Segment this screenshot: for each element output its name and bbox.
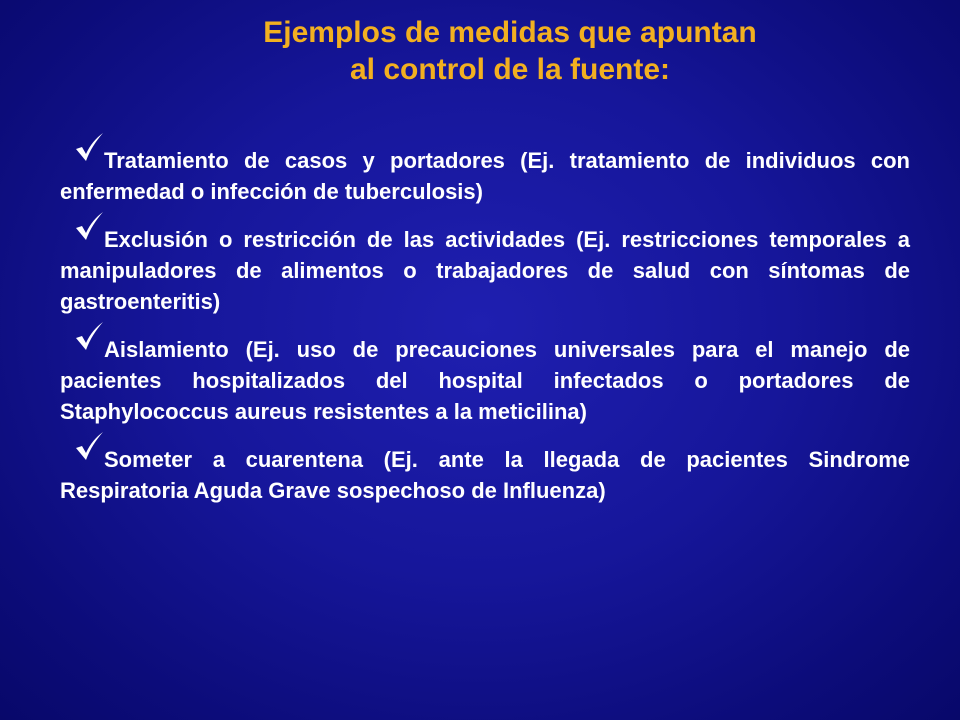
- checkmark-icon: [74, 439, 104, 461]
- bullet-text: Exclusión o restricción de las actividades (Ej. restricciones temporales a manipuladores de alimentos o trabajadores de salud con síntomas de gastroenteritis): [60, 227, 910, 314]
- bullet-item: [60, 140, 910, 207]
- checkmark-icon: [74, 329, 104, 351]
- bullet-text: Tratamiento de casos y portadores (Ej. tratamiento de individuos con enfermedad o infección de tuberculosis): [60, 148, 910, 204]
- bullet-item: [60, 219, 910, 317]
- bullet-text: Aislamiento (Ej. uso de precauciones universales para el manejo de pacientes hospitalizados del hospital infectados o portadores de Staphylococcus aureus resistentes a la meticilina): [60, 337, 910, 424]
- bullet-item: [60, 329, 910, 427]
- checkmark-icon: [74, 219, 104, 241]
- title-line-1: Ejemplos de medidas que apuntan: [263, 16, 757, 49]
- bullet-item: [60, 439, 910, 506]
- bullet-text: Someter a cuarentena (Ej. ante la llegada de pacientes Sindrome Respiratoria Aguda Grave sospechoso de Influenza): [60, 447, 910, 503]
- title-line-2: al control de la fuente:: [349, 53, 671, 86]
- bullet-list: [60, 140, 910, 518]
- checkmark-icon: [74, 140, 104, 162]
- slide-title: [120, 14, 900, 88]
